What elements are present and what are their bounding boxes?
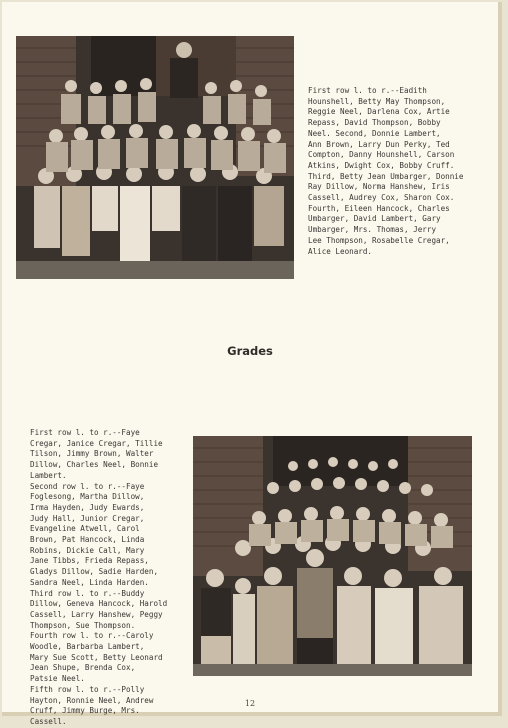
caption-line: Foglesong, Martha Dillow,	[30, 492, 145, 502]
caption-line: Umbarger, David Lambert, Gary	[308, 214, 441, 224]
caption-line: Fifth row l. to r.--Polly	[30, 684, 145, 694]
caption-line: Mary Sue Scott, Betty Leonard	[30, 652, 163, 662]
section-heading: Grades	[227, 344, 273, 358]
caption-line: Sandra Neel, Linda Harden.	[30, 577, 149, 587]
caption-line: Patsie Neel.	[30, 674, 85, 684]
caption-line: First row l. to r.--Eadith	[308, 86, 427, 95]
caption-line: Ann Brown, Larry Dun Perky, Ted	[308, 139, 450, 149]
caption-line: Woodle, Barbarba Lambert,	[30, 642, 145, 652]
caption-line: First row l. to r.--Faye	[30, 428, 140, 437]
caption-line: Cruff, Jimmy Burge, Mrs.	[30, 706, 140, 716]
bottom-photo-caption	[30, 428, 167, 728]
caption-line: Cassell, Audrey Cox, Sharon Cox.	[308, 193, 455, 203]
caption-line: Brown, Pat Hancock, Linda	[30, 535, 145, 545]
caption-line: Third, Betty Jean Umbarger, Donnie	[308, 171, 464, 181]
caption-line: Robins, Dickie Call, Mary	[30, 545, 145, 555]
caption-line: Fourth row l. to r.--Caroly	[30, 631, 154, 641]
caption-line: Dillow, Geneva Hancock, Harold	[30, 599, 168, 609]
caption-line: Alice Leonard.	[308, 246, 373, 256]
caption-line: Lee Thompson, Rosabelle Cregar,	[308, 235, 450, 245]
caption-line: Dillow, Charles Neel, Bonnie	[30, 460, 159, 470]
caption-line: Hayton, Ronnie Neel, Andrew	[30, 695, 154, 705]
caption-line: Cassell, Larry Hanshew, Peggy	[30, 609, 163, 619]
caption-line: Reggie Neel, Darlena Cox, Artie	[308, 107, 450, 117]
caption-line: Atkins, Dwight Cox, Bobby Cruff.	[308, 160, 455, 170]
top-photo-caption	[308, 86, 463, 257]
caption-line: Jane Tibbs, Frieda Repass,	[30, 556, 149, 566]
caption-line: Second row l. to r.--Faye	[30, 481, 145, 491]
caption-line: Umbarger, Mrs. Thomas, Jerry	[308, 225, 437, 235]
caption-line: Repass, David Thompson, Bobby	[308, 118, 441, 128]
caption-line: Ray Dillow, Norma Hanshew, Iris	[308, 182, 450, 192]
page-number: 12	[244, 699, 256, 708]
caption-line: Gladys Dillow, Sadie Harden,	[30, 567, 159, 577]
caption-line: Fourth, Eileen Hancock, Charles	[308, 203, 450, 213]
caption-line: Evangeline Atwell, Carol	[30, 524, 140, 534]
class-photo-bottom	[193, 436, 472, 676]
caption-line: Cassell.	[30, 716, 67, 726]
caption-line: Thompson, Sue Thompson.	[30, 620, 136, 630]
caption-line: Tilson, Jimmy Brown, Walter	[30, 449, 154, 459]
caption-line: Neel. Second, Donnie Lambert,	[308, 128, 441, 138]
yearbook-page	[2, 2, 502, 726]
caption-line: Judy Hall, Junior Cregar,	[30, 513, 145, 523]
caption-line: Jean Shupe, Brenda Cox,	[30, 663, 136, 673]
caption-line: Irma Hayden, Judy Ewards,	[30, 502, 145, 512]
caption-line: Hounshell, Betty May Thompson,	[308, 96, 446, 106]
caption-line: Lambert.	[30, 470, 67, 480]
caption-line: Cregar, Janice Cregar, Tillie	[30, 438, 163, 448]
class-photo-top	[16, 36, 294, 279]
caption-line: Third row l. to r.--Buddy	[30, 588, 145, 598]
caption-line: Compton, Danny Hounshell, Carson	[308, 150, 455, 160]
